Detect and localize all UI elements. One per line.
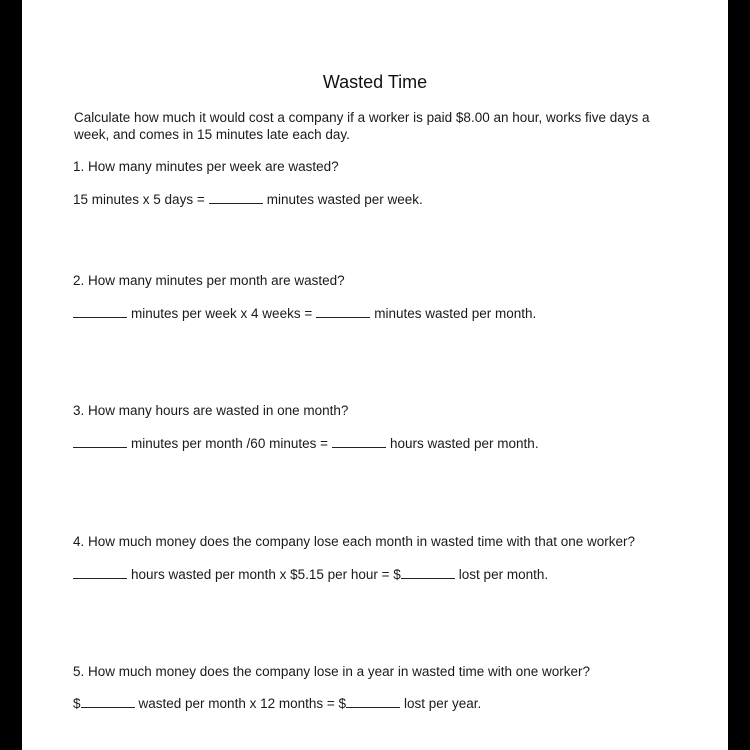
q5-middle: wasted per month x 12 months = $ bbox=[138, 696, 347, 711]
answer-line-2 bbox=[73, 305, 536, 322]
question-5: 5. How much money does the company lose in a year in wasted time with one worker? bbox=[73, 664, 591, 679]
intro-paragraph: Calculate how much it would cost a company if a worker is paid $8.00 an hour, works five days a week, and comes in 15 minutes late each day. bbox=[74, 110, 650, 142]
q2-middle: minutes per week x 4 weeks = bbox=[131, 306, 313, 321]
q5-suffix: lost per year. bbox=[404, 696, 482, 711]
q3-blank-2[interactable] bbox=[332, 435, 386, 448]
q2-suffix: minutes wasted per month. bbox=[374, 306, 537, 321]
q3-suffix: hours wasted per month. bbox=[389, 436, 539, 451]
q2-blank-2[interactable] bbox=[316, 305, 370, 318]
q4-blank-2[interactable] bbox=[401, 566, 455, 579]
q5-blank-2[interactable] bbox=[346, 695, 400, 708]
q4-blank-1[interactable] bbox=[73, 566, 127, 579]
q4-suffix: lost per month. bbox=[458, 567, 549, 582]
q5-prefix: $ bbox=[73, 696, 81, 711]
q3-blank-1[interactable] bbox=[73, 435, 127, 448]
q4-middle: hours wasted per month x $5.15 per hour = $ bbox=[131, 567, 401, 582]
q1-blank[interactable] bbox=[209, 191, 263, 204]
q1-prefix: 15 minutes x 5 days = bbox=[73, 192, 205, 207]
q2-blank-1[interactable] bbox=[73, 305, 127, 318]
question-4: 4. How much money does the company lose each month in wasted time with that one worker? bbox=[73, 534, 636, 549]
question-3: 3. How many hours are wasted in one month? bbox=[73, 403, 349, 418]
answer-line-3 bbox=[73, 435, 539, 452]
answer-line-5 bbox=[73, 695, 481, 712]
worksheet-page bbox=[22, 0, 728, 750]
q5-blank-1[interactable] bbox=[81, 695, 135, 708]
answer-line-1 bbox=[73, 191, 423, 208]
page-title: Wasted Time bbox=[322, 72, 428, 92]
q1-suffix: minutes wasted per week. bbox=[266, 192, 423, 207]
question-1: 1. How many minutes per week are wasted? bbox=[73, 159, 339, 174]
question-2: 2. How many minutes per month are wasted? bbox=[73, 273, 345, 288]
q3-middle: minutes per month /60 minutes = bbox=[131, 436, 328, 451]
answer-line-4 bbox=[73, 566, 548, 583]
